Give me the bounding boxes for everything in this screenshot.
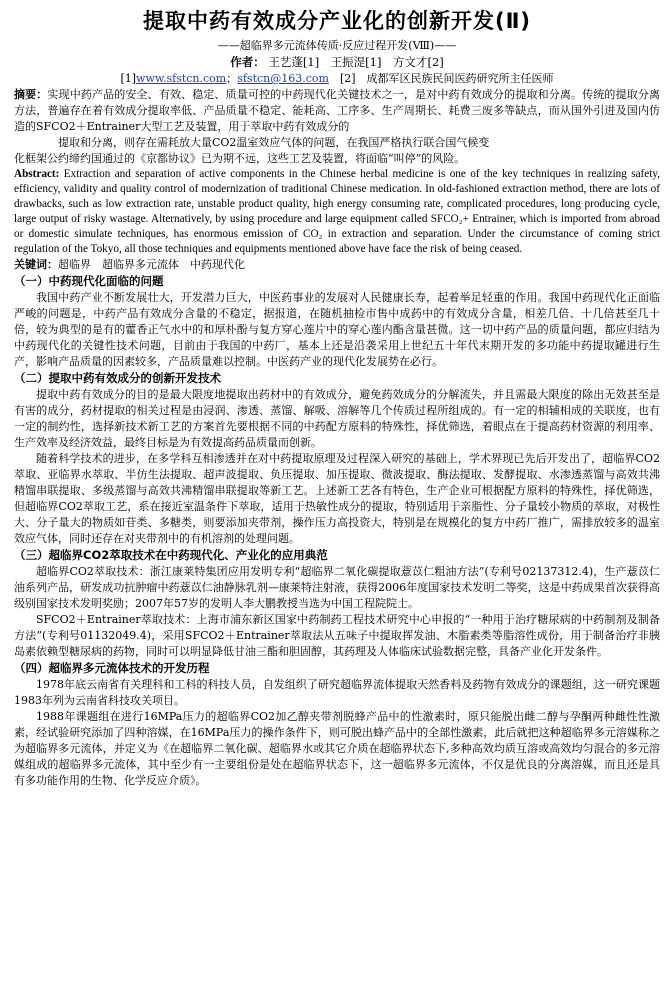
abstract-cn-label: 摘要： — [14, 88, 48, 101]
paper-title: 提取中药有效成分产业化的创新开发(Ⅱ) — [142, 9, 532, 33]
website-link[interactable]: www.sfstcn.com — [136, 72, 227, 85]
affil-sep: ； — [226, 72, 238, 85]
keywords-text: 超临界 超临界多元流体 中药现代化 — [58, 258, 245, 271]
email-link[interactable]: sfstcn@163.com — [237, 72, 329, 85]
affiliation-line — [14, 71, 660, 87]
paper-page — [14, 4, 660, 789]
section-1-title: （一）中药现代化面临的问题 — [14, 274, 164, 288]
abstract-cn — [14, 87, 660, 135]
section-1-paragraph: 我国中药产业不断发展壮大，开发潜力巨大，中医药事业的发展对人民健康长寿，起着举足轻重的作用。我国中药现代化正面临严峻的问题是，中药产品有效成分含量的不稳定，据报道，在随机抽检市售中成药中的有效成分含量，相差几倍、十几倍甚至几十倍，较为典型的是有的藿香正气水中的和厚朴酚与复方穿心莲片中的穿心莲内酯含量甚微。这一切中药产品的质量问题，都应归结为中药现代化的关键性技术问题，目前由于我国的中药厂，基本上还是沿袭采用上世纪五十年代末期开发的多功能中药提取罐进行生产，影响产品质量的因素较多，产品质量难以控制。中医药产业的现代化发展势在必行。 — [14, 291, 660, 368]
section-2-paragraph-1: 提取中药有效成分的目的是最大限度地提取出药材中的有效成分，避免药效成分的分解流失，并且需最大限度的除出无效甚至是有害的成分，药材提取的相关过程是由浸润、渗透、蒸馏、解吸、溶解等几个传质过程所组成的。有一定的相辅相成的关联度，也有一定的制约性，选择新技术新工艺的方案首先要根据不同的中药配方原料的特殊性，择优筛选，着眼点在于提高药材资源的利用率、生产效率及经济效益，最终目标是为有效提高药品质量而创新。 — [14, 388, 660, 449]
abstract-en-text: Extraction and separation of active components in the Chinese herbal medicine is one of the key techniques in realizing safety, efficiency, validity and quality control of modernization of traditional Chinese medication. In old-fashioned extraction method, there are lots of drawbacks, such as low extraction rate, unstable product quality, high energy consuming rate, complicated procedures, long producing cycle, large output of risky wastage. Alternatively, by using procedure and large equipment called SFCO₂+ Entrainer, which is imported from abroad or domestic simulate techniques, has enormous emission of CO₂ in extraction and separation. Under the circumstance of coming strict regulation of the Tokyo, all those techniques and equipments mentioned above have face the risk of being ceased. — [14, 168, 661, 255]
section-2-title: （二）提取中药有效成分的创新开发技术 — [14, 371, 221, 385]
keywords — [14, 257, 660, 273]
abstract-cn-line-3: 化框架公约缔约国通过的《京都协议》已为期不远，这些工艺及装置，将面临“叫停”的风险。 — [14, 152, 466, 165]
affil-suffix: [2] 成都军区民族民间医药研究所主任医师 — [328, 72, 554, 85]
section-2-paragraph-2: 随着科学技术的进步，在多学科互相渗透并在对中药提取原理及过程深入研究的基础上，学术界现已先后开发出了，超临界CO2萃取、亚临界水萃取、半仿生法提取、超声波提取、负压提取、加压提取、微波提取、酶法提取、发酵提取、水渗透蒸馏与高效共沸精馏串联提取、多级蒸馏与高效共沸精馏串联提取等新工艺。上述新工艺各有特色，生产企业可根据配方原料的特殊性，择优筛选，但超临界CO2萃取工艺，系在接近室温条件下萃取，适用于热敏性成分的提取，特别适用于亲脂性、分子量较小物质的萃取，对极性大、分子量大的物质如苷类、多糖类，则要添加夹带剂，操作压力高投资大，特别是在规模化的复方中药厂推广，需排放较多的温室效应气体，同时还存在对夹带剂中的有机溶剂的处理问题。 — [14, 452, 660, 545]
section-3-title: （三）超临界CO2萃取技术在中药现代化、产业化的应用典范 — [14, 548, 328, 562]
paper-subtitle: ——超临界多元流体传质·反应过程开发(Ⅷ)—— — [217, 39, 457, 52]
abstract-en-label: Abstract: — [14, 168, 60, 180]
abstract-cn-text-1: 实现中药产品的安全、有效、稳定、质量可控的中药现代化关键技术之一，是对中药有效成分的提取和分离。传统的提取分离方法，普遍存在着有效成分提取率低、产品质量不稳定、能耗高、工序多、生产周期长、耗费三废多等缺点，而从国外引进及国内仿造的SFCO2＋Entrainer大型工艺及装置，用于萃取中药有效成分的 — [14, 88, 660, 133]
affil-prefix: [1] — [120, 72, 137, 85]
keywords-label: 关键词： — [14, 258, 58, 271]
authors-label: 作者： — [230, 55, 265, 69]
abstract-cn-line-2: 提取和分离，则存在需耗放大量CO2温室效应气体的问题，在我国严格执行联合国气候变 — [58, 136, 490, 149]
section-4-paragraph-2: 1988年课题组在进行16MPa压力的超临界CO2加乙醇夹带剂脱蜂产品中的性激素时，原只能脱出雌二醇与孕酮两种雌性性激素，经试验研究添加了四种溶媒，在16MPa压力的操作条件下，则可脱出蜂产品中的全部性激素，此后就把这种超临界多元溶媒称之为超临界多元流体，并定义为《在超临界二氧化碳、超临界水或其它介质在超临界状态下,多种高效均质互溶或高效均匀混合的多元溶媒组成的超临界多元流体，其中至少有一主要组份是处在超临界状态下，这一超临界多元流体，不仅是优良的分离溶媒，而且还是具有多功能作用的生物、化学反应介质》。 — [14, 710, 660, 787]
section-3-paragraph-1: 超临界CO2萃取技术：浙江康莱特集团应用发明专利“超临界二氧化碳提取薏苡仁粗油方法”(专利号02137312.4)，生产薏苡仁油系列产品，研发成功抗肿瘤中药薏苡仁油静脉乳剂—康莱特注射液，获得2006年度国家技术发明二等奖，这是中药成果首次获得高级别国家技术发明奖励；2007年57岁的发明人李大鹏教授当选为中国工程院院士。 — [14, 565, 660, 610]
authors-line — [14, 54, 660, 71]
section-4-paragraph-1: 1978年底云南省有关理科和工科的科技人员，自发组织了研究超临界流体提取天然香料及药物有效成分的课题组，这一研究课题1983年列为云南省科技攻关项目。 — [14, 678, 660, 707]
authors-names: 王艺蓬[1] 王振湜[1] 方文才[2] — [268, 55, 444, 69]
section-3-paragraph-2: SFCO2＋Entrainer萃取技术：上海市浦东新区国家中药制药工程技术研究中心申报的“一种用于治疗糖尿病的中药制剂及制备方法”(专利号01132049.4)，采用SFCO2＋Entrainer萃取法从五味子中提取挥发油、木脂素类等脂溶性成份，用于制备治疗非胰岛素依赖型糖尿病的药物，同时可以明显降低甘油三酯和胆固醇，其药理及人体临床试验数据完整，具备产业化开发条件。 — [14, 613, 660, 658]
abstract-en — [14, 167, 660, 257]
section-4-title: （四）超临界多元流体技术的开发历程 — [14, 661, 210, 675]
